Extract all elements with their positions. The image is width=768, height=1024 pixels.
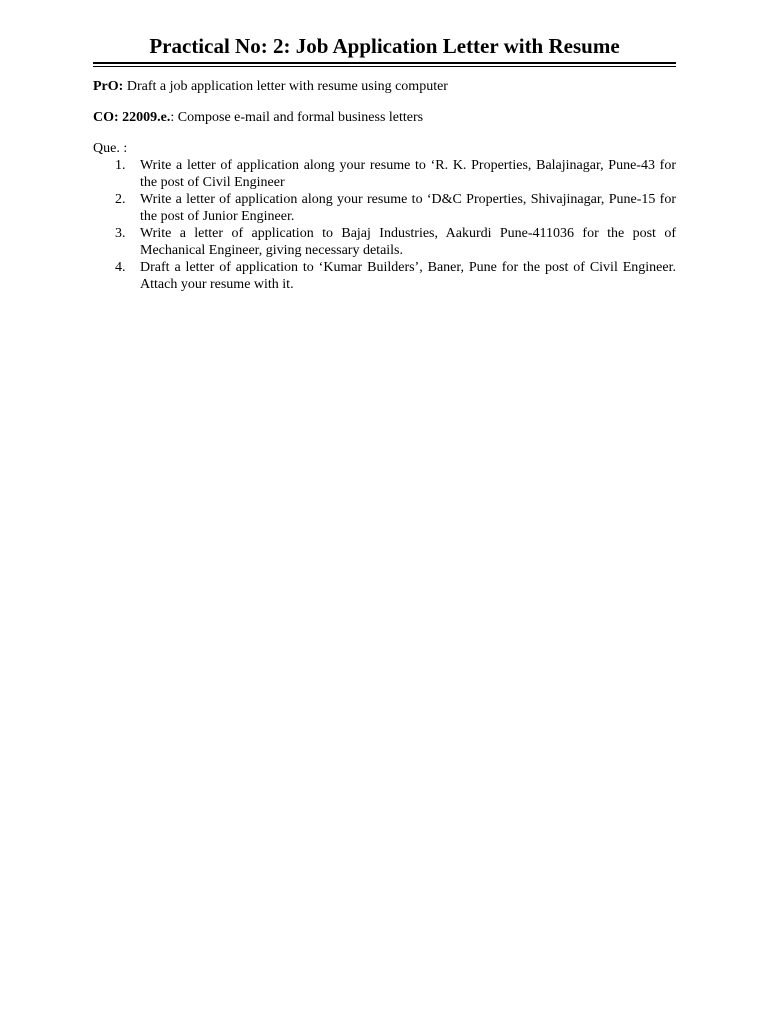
question-item: [93, 259, 676, 293]
question-text: Write a letter of application along your resume to ‘R. K. Properties, Balajinagar, Pune-43 for the post of Civil Engineer: [140, 158, 676, 190]
question-item: [93, 191, 676, 225]
question-text: Write a letter of application to Bajaj Industries, Aakurdi Pune-411036 for the post of Mechanical Engineer, giving necessary details.: [140, 226, 676, 258]
co-text: : Compose e-mail and formal business letters: [170, 110, 424, 125]
question-number: 4.: [115, 260, 126, 275]
co-label: CO: 22009.e.: [93, 110, 171, 125]
question-number: 1.: [115, 158, 126, 173]
page-title: Practical No: 2: Job Application Letter with Resume: [149, 34, 620, 58]
pro-text: Draft a job application letter with resume using computer: [123, 79, 448, 94]
question-item: [93, 157, 676, 191]
title-rule-thin: [93, 66, 676, 67]
pro-label: PrO:: [93, 79, 124, 94]
question-number: 2.: [115, 192, 126, 207]
co-line: [93, 109, 423, 126]
question-text: Draft a letter of application to ‘Kumar Builders’, Baner, Pune for the post of Civil Engineer. Attach your resume with it.: [140, 260, 676, 292]
question-item: [93, 225, 676, 259]
question-text: Write a letter of application along your resume to ‘D&C Properties, Shivajinagar, Pune-15 for the post of Junior Engineer.: [140, 192, 676, 224]
question-list: [93, 157, 676, 293]
title-rule-thick: [93, 62, 676, 64]
que-label: Que. :: [93, 141, 128, 156]
pro-line: [93, 78, 448, 95]
question-number: 3.: [115, 226, 126, 241]
